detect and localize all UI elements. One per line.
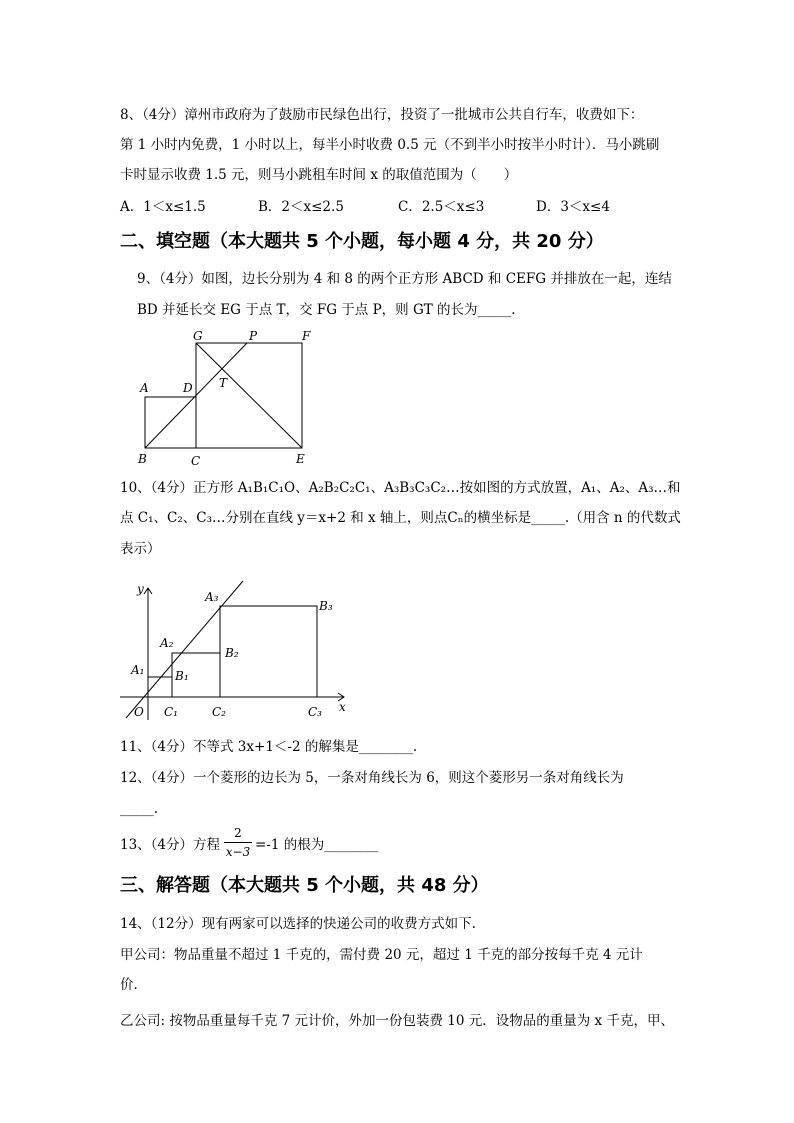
q14-line2: 甲公司：物品重量不超过 1 千克的，需付费 20 元，超过 1 千克的部分按每千克 4 元计 [120, 947, 643, 963]
square-1 [148, 677, 172, 697]
label-y: y [137, 582, 144, 596]
q8-option-a: A．1＜x≤1.5 [120, 199, 206, 215]
label-b: B [138, 452, 147, 466]
q10-line3: 表示） [120, 541, 161, 557]
label-b3: B₃ [319, 599, 333, 613]
label-g: G [193, 329, 203, 343]
q9-line1: 9、（4分）如图，边长分别为 4 和 8 的两个正方形 ABCD 和 CEFG 并排放在一起，连结 [137, 271, 672, 287]
label-a3: A₃ [205, 590, 219, 604]
label-a2: A₂ [160, 636, 174, 650]
q13-denominator: x−3 [225, 845, 251, 859]
label-d: D [183, 381, 193, 395]
label-p: P [249, 329, 258, 343]
label-c2: C₂ [212, 705, 226, 719]
section-2-heading: 二、填空题（本大题共 5 个小题，每小题 4 分，共 20 分） [120, 231, 604, 252]
q8-option-b: B．2＜x≤2.5 [258, 199, 344, 215]
q12-line2: _____. [120, 801, 159, 817]
label-t: T [219, 376, 228, 390]
fraction-bar [224, 842, 252, 843]
q13-numerator: 2 [234, 826, 242, 840]
label-o: O [134, 705, 144, 719]
q13-prefix: 13、（4分）方程 [120, 837, 221, 853]
q8-line3: 卡时显示收费 1.5 元，则马小跳租车时间 x 的取值范围为（ ） [120, 167, 518, 183]
label-a: A [140, 381, 149, 395]
label-x: x [339, 700, 346, 714]
q14-line4: 乙公司: 按物品重量每千克 7 元计价，外加一份包装费 10 元．设物品的重量为 x 千克，甲、 [120, 1013, 674, 1029]
q8-option-d: D．3＜x≤4 [536, 199, 610, 215]
label-c3: C₃ [308, 705, 322, 719]
q14-line3: 价. [120, 977, 138, 993]
q10-line1: 10、（4分）正方形 A₁B₁C₁O、A₂B₂C₂C₁、A₃B₃C₃C₂…按如图的方式放置，A₁、A₂、A₃…和 [120, 480, 681, 496]
q8-line1: 8、（4分）漳州市政府为了鼓励市民绿色出行，投资了一批城市公共自行车，收费如下： [120, 107, 644, 123]
label-c: C [191, 454, 201, 468]
q11: 11、（4分）不等式 3x+1＜-2 的解集是________. [120, 739, 418, 755]
label-c1: C₁ [164, 705, 178, 719]
label-a1: A₁ [131, 663, 145, 677]
q8-option-c: C．2.5＜x≤3 [398, 199, 485, 215]
q12-line1: 12、（4分）一个菱形的边长为 5，一条对角线长为 6，则这个菱形另一条对角线长为 [120, 770, 624, 786]
q9-line2: BD 并延长交 EG 于点 T，交 FG 于点 P，则 GT 的长为_____. [137, 302, 516, 318]
label-b2: B₂ [225, 646, 239, 660]
label-e: E [296, 452, 305, 466]
q14-line1: 14、（12分）现有两家可以选择的快递公司的收费方式如下. [120, 916, 476, 932]
q13-suffix: =-1 的根为________ [255, 837, 379, 853]
label-f: F [302, 329, 311, 343]
section-3-heading: 三、解答题（本大题共 5 个小题，共 48 分） [120, 875, 489, 896]
q8-line2: 第 1 小时内免费，1 小时以上，每半小时收费 0.5 元（不到半小时按半小时计）．马小跳刷 [120, 137, 660, 153]
q10-line2: 点 C₁、C₂、C₃…分别在直线 y＝x+2 和 x 轴上，则点Cₙ的横坐标是_____.（用含 n 的代数式 [120, 510, 681, 526]
label-b1: B₁ [175, 669, 189, 683]
